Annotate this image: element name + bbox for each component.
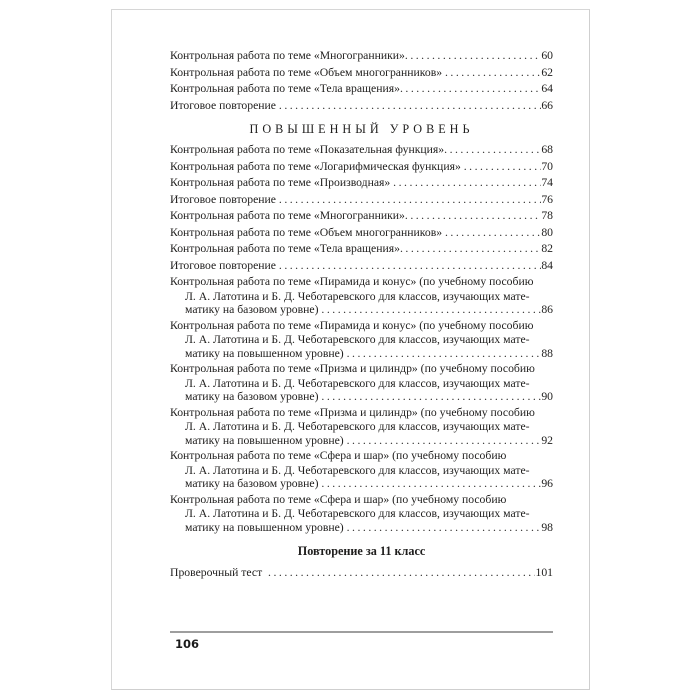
toc-entry-title: Итоговое повторение [170, 258, 279, 272]
toc-entry-page-number: 88 [541, 346, 553, 360]
toc-entry-line [170, 493, 553, 508]
toc-entry-line [170, 347, 553, 361]
toc-entry-line [170, 333, 553, 347]
toc-entry-title: Итоговое повторение [170, 98, 279, 112]
toc-entry-page-number: 62 [541, 65, 553, 79]
toc-entry-title: Итоговое повторение [170, 192, 279, 206]
toc-entry [170, 493, 553, 535]
toc-entry-line [170, 377, 553, 391]
dot-leader [321, 390, 541, 404]
toc-entry [170, 406, 553, 448]
toc-entry-line [170, 420, 553, 434]
toc-entry-line [170, 521, 553, 535]
dot-leader [279, 193, 541, 208]
toc-entry-title: матику на повышенном уровне) [185, 346, 347, 360]
toc-entry [170, 143, 553, 158]
page-footer [170, 631, 553, 651]
toc-entry-page-number: 90 [541, 390, 553, 403]
toc-entry-line [170, 434, 553, 448]
toc-entry-title: матику на повышенном уровне) [185, 433, 347, 447]
toc-entry-title: матику на базовом уровне) [185, 477, 322, 490]
dot-leader [464, 160, 542, 175]
toc-entry-line [170, 66, 553, 81]
toc-entry-page-number: 82 [541, 242, 553, 255]
toc-entry-page-number: 66 [541, 98, 553, 112]
toc-entry-line [170, 176, 553, 191]
toc-entry-title: Контрольная работа по теме «Логарифмическая функция» [170, 159, 464, 173]
toc-entry-title: Контрольная работа по теме «Производная» [170, 176, 394, 189]
dot-leader [400, 82, 541, 97]
toc-entry-line [170, 362, 553, 377]
toc-entry [170, 566, 553, 581]
dot-leader [268, 566, 535, 581]
toc-entry-page-number: 101 [535, 566, 553, 579]
toc-entry-line [170, 82, 553, 97]
section-heading: Повторение за 11 класс [297, 544, 426, 558]
toc-entry-page-number: 96 [541, 477, 553, 490]
toc-entry-line [170, 193, 553, 208]
toc-entry [170, 319, 553, 361]
toc-entry-title: Контрольная работа по теме «Тела вращения» [170, 82, 400, 95]
toc-entry-page-number: 70 [541, 159, 553, 173]
toc-entry-title: Л. А. Латотина и Б. Д. Чеботаревского для классов, изучающих мате- [185, 420, 530, 433]
toc-entry-line [170, 319, 553, 334]
dot-leader [279, 259, 541, 274]
toc-entry-title: Контрольная работа по теме «Сфера и шар» (по учебному пособию [170, 449, 507, 462]
dot-leader [347, 347, 542, 361]
toc-entry-line [170, 242, 553, 257]
dot-leader [400, 242, 541, 257]
toc-entry-line [170, 275, 553, 290]
toc-entry [170, 209, 553, 224]
dot-leader [405, 209, 541, 224]
toc-entry-page-number: 68 [541, 143, 553, 156]
toc-entry-line [170, 464, 553, 478]
book-page [111, 9, 590, 690]
toc-entry-title: матику на базовом уровне) [185, 303, 322, 316]
toc-entry [170, 275, 553, 317]
toc-entry-line [170, 209, 553, 224]
toc-entry-line [170, 160, 553, 175]
toc-entry-title: Контрольная работа по теме «Призма и цилиндр» (по учебному пособию [170, 362, 535, 375]
toc-entry-page-number: 64 [541, 82, 553, 95]
dot-leader [321, 303, 541, 317]
dot-leader [279, 99, 541, 114]
toc-entry-title: Л. А. Латотина и Б. Д. Чеботаревского для классов, изучающих мате- [185, 507, 530, 520]
toc-entry-line [170, 143, 553, 158]
toc-entry-title: Контрольная работа по теме «Сфера и шар» (по учебному пособию [170, 492, 507, 506]
dot-leader [393, 176, 541, 191]
toc-entry-page-number: 92 [541, 433, 553, 447]
toc-entry [170, 226, 553, 241]
toc-entry-title: Л. А. Латотина и Б. Д. Чеботаревского для классов, изучающих мате- [185, 333, 530, 346]
toc-entry-title: матику на повышенном уровне) [185, 520, 347, 534]
toc-entry-page-number: 60 [541, 49, 553, 62]
toc-entry [170, 49, 553, 64]
toc-entry-line [170, 390, 553, 404]
toc-entry-line [170, 303, 553, 317]
toc-entry [170, 449, 553, 491]
toc-entry [170, 242, 553, 257]
toc-entry-page-number: 98 [541, 520, 553, 534]
toc-entry-title: Контрольная работа по теме «Объем многогранников» [170, 225, 445, 239]
dot-leader [445, 226, 541, 241]
dot-leader [347, 521, 542, 535]
toc-entry [170, 193, 553, 208]
toc-entry-line [170, 290, 553, 304]
toc-entry-line [170, 99, 553, 114]
toc-entry-line [170, 406, 553, 421]
toc-entry-line [170, 226, 553, 241]
toc-entry-line [170, 449, 553, 464]
toc-entry-page-number: 86 [541, 303, 553, 316]
toc-entry [170, 176, 553, 191]
page-number: 106 [175, 637, 200, 651]
footer-rule [170, 631, 553, 633]
toc-entry-page-number: 84 [541, 258, 553, 272]
toc-entry-title: Контрольная работа по теме «Тела вращения» [170, 242, 400, 255]
toc-entry-page-number: 80 [541, 225, 553, 239]
toc-entry-title: Контрольная работа по теме «Пирамида и конус» (по учебному пособию [170, 275, 534, 288]
toc-entry [170, 362, 553, 404]
toc-entry-title: Контрольная работа по теме «Призма и цилиндр» (по учебному пособию [170, 405, 535, 419]
toc-entry [170, 160, 553, 175]
toc-entry-line [170, 566, 553, 581]
dot-leader [445, 66, 541, 81]
dot-leader [347, 434, 542, 448]
toc-entry-title: Контрольная работа по теме «Многогранники» [170, 49, 405, 62]
toc-entry-title: Л. А. Латотина и Б. Д. Чеботаревского для классов, изучающих мате- [185, 463, 530, 477]
table-of-contents [112, 10, 589, 581]
section-heading: ПОВЫШЕННЫЙ УРОВЕНЬ [249, 122, 474, 136]
dot-leader [321, 477, 541, 491]
toc-entry-line [170, 49, 553, 64]
toc-entry-title: Л. А. Латотина и Б. Д. Чеботаревского для классов, изучающих мате- [185, 376, 530, 390]
toc-entry-title: Контрольная работа по теме «Показательная функция» [170, 143, 445, 156]
toc-entry-page-number: 78 [541, 209, 553, 222]
dot-leader [405, 49, 541, 64]
toc-entry-title: Контрольная работа по теме «Объем многогранников» [170, 65, 445, 79]
toc-entry [170, 99, 553, 114]
toc-entry [170, 82, 553, 97]
toc-entry-title: Л. А. Латотина и Б. Д. Чеботаревского для классов, изучающих мате- [185, 289, 530, 303]
toc-entry-page-number: 74 [541, 176, 553, 189]
toc-entry-title: матику на базовом уровне) [185, 390, 322, 403]
toc-entry [170, 259, 553, 274]
toc-entry [170, 66, 553, 81]
toc-entry-line [170, 507, 553, 521]
toc-entry-title: Проверочный тест [170, 566, 269, 579]
toc-entry-page-number: 76 [541, 192, 553, 206]
toc-entry-title: Контрольная работа по теме «Пирамида и конус» (по учебному пособию [170, 318, 534, 332]
toc-entry-line [170, 259, 553, 274]
toc-entry-title: Контрольная работа по теме «Многогранники» [170, 209, 405, 222]
dot-leader [444, 143, 541, 158]
toc-entry-line [170, 477, 553, 491]
